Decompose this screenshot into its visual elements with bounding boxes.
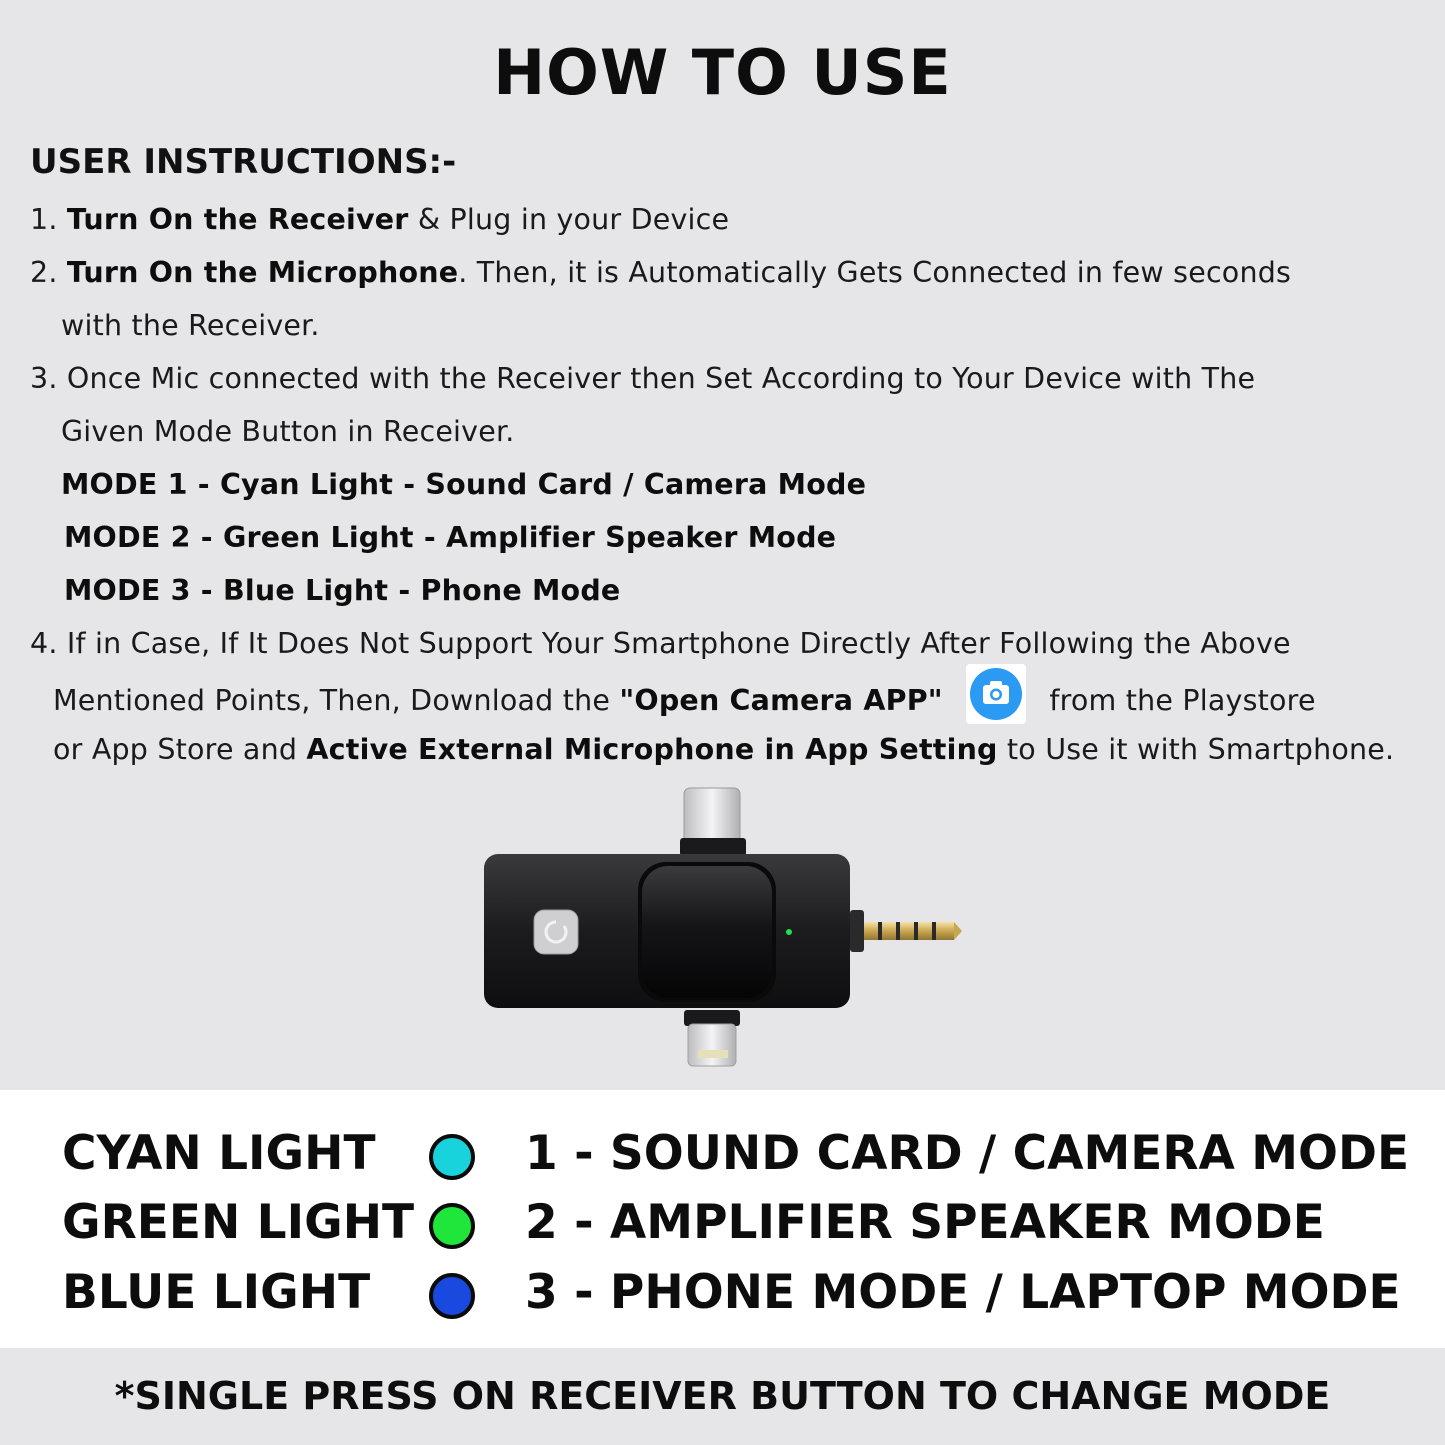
footer-note: *SINGLE PRESS ON RECEIVER BUTTON TO CHANGE MODE bbox=[114, 1374, 1331, 1418]
legend-label: CYAN LIGHT bbox=[62, 1126, 376, 1181]
step-text: Mentioned Points, Then, Download the bbox=[53, 684, 620, 717]
step-number: 2. bbox=[30, 256, 58, 289]
step-number: 1. bbox=[30, 203, 58, 236]
step-1 bbox=[30, 203, 729, 236]
wireless-mic-receiver-image bbox=[470, 782, 970, 1077]
camera-app-icon bbox=[966, 664, 1026, 724]
legend-row-cyan bbox=[0, 1126, 1445, 1196]
step-text: from the Playstore bbox=[1049, 684, 1316, 717]
legend-mode: 2 - AMPLIFIER SPEAKER MODE bbox=[525, 1195, 1325, 1250]
legend-row-blue bbox=[0, 1265, 1445, 1335]
step-bold: Turn On the Receiver bbox=[66, 203, 409, 236]
step-2-continuation: with the Receiver. bbox=[61, 309, 320, 342]
step-2 bbox=[30, 256, 1291, 289]
legend-label: GREEN LIGHT bbox=[62, 1195, 415, 1250]
step-3: 3. Once Mic connected with the Receiver then Set According to Your Device with The bbox=[30, 362, 1256, 395]
step-text: & Plug in your Device bbox=[408, 203, 730, 236]
section-heading: USER INSTRUCTIONS:- bbox=[30, 142, 457, 182]
cyan-light-indicator bbox=[429, 1134, 475, 1180]
step-bold: Active External Microphone in App Setting bbox=[306, 733, 998, 766]
step-4: 4. If in Case, If It Does Not Support Your Smartphone Directly After Following the Above bbox=[30, 627, 1291, 660]
step-text: or App Store and bbox=[53, 733, 307, 766]
footer-banner bbox=[0, 1348, 1445, 1445]
mode-2-line: MODE 2 - Green Light - Amplifier Speaker Mode bbox=[64, 521, 837, 554]
legend-label: BLUE LIGHT bbox=[62, 1265, 371, 1320]
step-4-line-3 bbox=[53, 733, 1394, 766]
step-text: to Use it with Smartphone. bbox=[997, 733, 1395, 766]
step-bold: Turn On the Microphone bbox=[66, 256, 459, 289]
legend-mode: 1 - SOUND CARD / CAMERA MODE bbox=[525, 1126, 1410, 1181]
green-light-indicator bbox=[429, 1203, 475, 1249]
page-title: HOW TO USE bbox=[493, 36, 952, 109]
step-3-continuation: Given Mode Button in Receiver. bbox=[61, 415, 515, 448]
blue-light-indicator bbox=[429, 1273, 475, 1319]
step-4-line-2 bbox=[53, 680, 1316, 724]
step-text: . Then, it is Automatically Gets Connected in few seconds bbox=[458, 256, 1292, 289]
app-name: "Open Camera APP" bbox=[619, 684, 943, 717]
mode-1-line: MODE 1 - Cyan Light - Sound Card / Camera Mode bbox=[61, 468, 867, 501]
legend-mode: 3 - PHONE MODE / LAPTOP MODE bbox=[525, 1265, 1401, 1320]
mode-3-line: MODE 3 - Blue Light - Phone Mode bbox=[64, 574, 621, 607]
legend-row-green bbox=[0, 1195, 1445, 1265]
mode-legend bbox=[0, 1090, 1445, 1348]
